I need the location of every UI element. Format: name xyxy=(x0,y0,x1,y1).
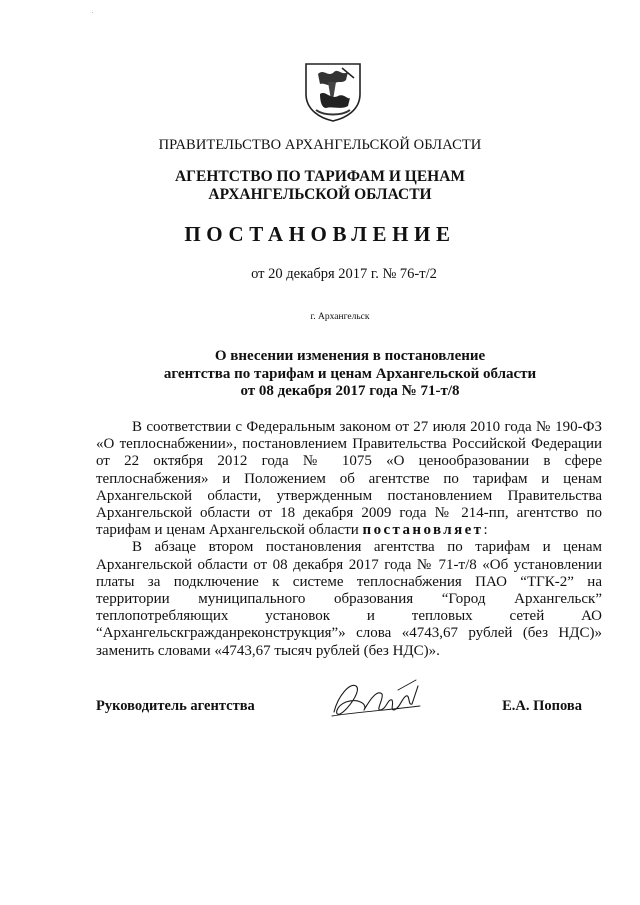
handwritten-signature-icon xyxy=(328,676,424,722)
paragraph-amendment: В абзаце втором постановления агентства по тарифам и ценам Архангельской области от 08 декабря 2017 года № 71-т/8 «Об установлении платы за подключение к системе теплоснабжения ПАО “ТГК-2” на территории муниципального образования “Город Архангельск” теплопотребляющих установок и тепловых сетей АО “Архангельскгражданреконструкция”» слова «4743,67 рублей (без НДС)» заменить словами «4743,67 тысяч рублей (без НДС)». xyxy=(96,539,602,659)
signatory-role: Руководитель агентства xyxy=(96,698,255,714)
agency-line-1: АГЕНТСТВО ПО ТАРИФАМ И ЦЕНАМ xyxy=(174,168,466,185)
title-line-3: от 08 декабря 2017 года № 71-т/8 xyxy=(240,383,460,399)
agency-name xyxy=(0,168,640,204)
scan-speck xyxy=(92,12,93,13)
document-type: ПОСТАНОВЛЕНИЕ xyxy=(184,222,456,246)
preamble-text: В соответствии с Федеральным законом от 27 июля 2010 года № 190-ФЗ «О теплоснабжении», постановлением Правительства Российской Федерации от 22 октября 2012 года № 1075 «О ценообразовании в сфере теплоснабжения» и Положением об агентстве по тарифам и ценам Архангельской области, утвержденным постановлением Правительства Архангельской области от 18 декабря 2009 года № 214-пп, агентство по тарифам и ценам Архангельской области xyxy=(96,419,602,539)
document-date-number: от 20 декабря 2017 г. № 76-т/2 xyxy=(251,266,437,282)
document-title xyxy=(30,348,640,401)
preamble-colon: : xyxy=(483,522,488,539)
signature-block xyxy=(96,690,582,740)
document-city: г. Архангельск xyxy=(310,312,370,322)
title-line-1: О внесении изменения в постановление xyxy=(214,348,486,364)
title-line-2: агентства по тарифам и ценам Архангельской области xyxy=(163,365,537,382)
agency-line-2: АРХАНГЕЛЬСКОЙ ОБЛАСТИ xyxy=(208,186,432,203)
signatory-name: Е.А. Попова xyxy=(502,698,582,714)
paragraph-preamble xyxy=(96,419,602,539)
document-body xyxy=(96,419,602,660)
government-name: ПРАВИТЕЛЬСТВО АРХАНГЕЛЬСКОЙ ОБЛАСТИ xyxy=(158,137,482,153)
coat-of-arms-icon xyxy=(298,60,368,122)
resolves-word: постановляет xyxy=(362,522,484,539)
